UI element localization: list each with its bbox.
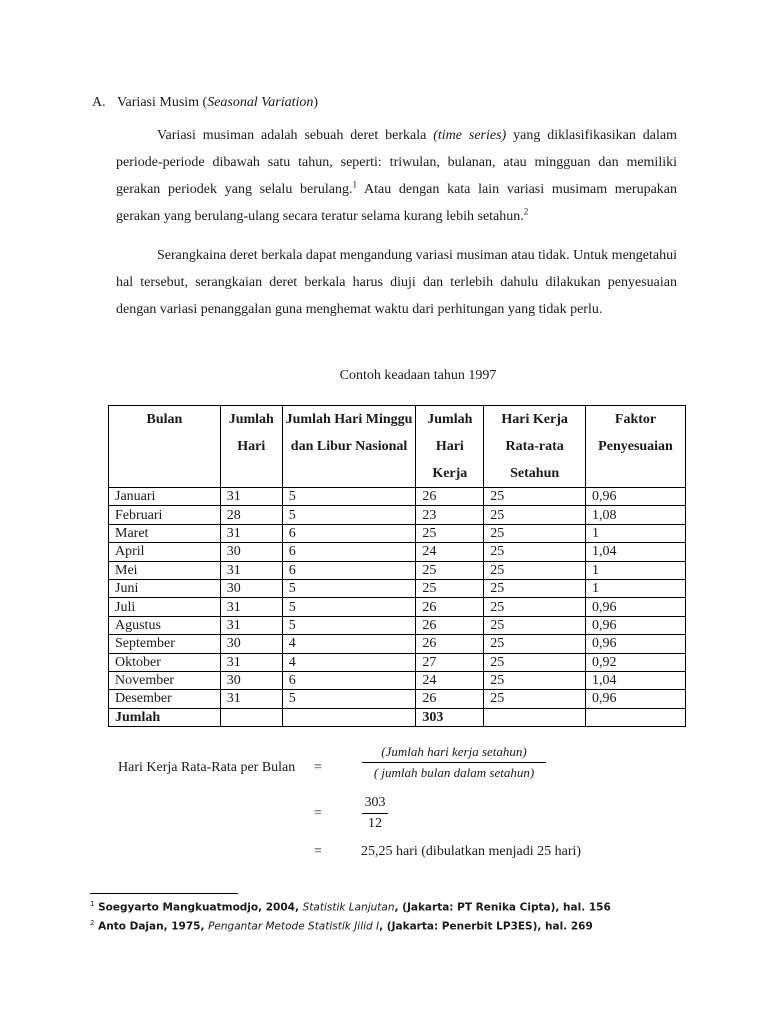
fraction-value-numerator: 303 (362, 795, 388, 814)
cell-faktor: 0,96 (586, 635, 686, 653)
cell-jumlah-hari: 31 (220, 653, 282, 671)
section-number: A. (92, 95, 106, 110)
cell-jumlah-hari: 30 (220, 635, 282, 653)
table-row (109, 506, 686, 524)
table-row (109, 561, 686, 579)
table-body (109, 488, 686, 727)
cell-bulan: Februari (109, 506, 221, 524)
section-title-close: ) (313, 95, 319, 110)
cell-faktor: 1 (586, 579, 686, 597)
footnote-2-text: Anto Dajan, 1975, (94, 920, 209, 933)
cell-faktor: 1,04 (586, 543, 686, 561)
cell-jumlah-hari: 30 (220, 671, 282, 689)
cell-faktor: 1,04 (586, 671, 686, 689)
cell-faktor: 1 (586, 561, 686, 579)
fraction-value-denominator: 12 (368, 816, 382, 831)
table-total-row (109, 708, 686, 726)
cell-faktor: 0,92 (586, 653, 686, 671)
cell-hari-kerja: 26 (416, 616, 484, 634)
table-row (109, 635, 686, 653)
cell-rata-rata: 25 (484, 524, 586, 542)
cell-hari-kerja: 25 (416, 561, 484, 579)
cell-jumlah-hari: 30 (220, 579, 282, 597)
cell-bulan: Juni (109, 579, 221, 597)
cell-rata-rata: 25 (484, 561, 586, 579)
total-cell-jumlah-hari (220, 708, 282, 726)
paragraph2-text: Serangkaina deret berkala dapat mengandung variasi musiman atau tidak. Untuk mengetahui hal tersebut, serangkaian deret berkala harus diuji dan terlebih dahulu dilakukan penyesuaian dengan variasi penanggalan guna menghemat waktu dari perhitungan yang tidak perlu. (116, 248, 677, 317)
cell-hari-kerja: 26 (416, 598, 484, 616)
cell-rata-rata: 25 (484, 506, 586, 524)
header-hari-kerja: Jumlah Hari Kerja (416, 406, 484, 488)
paragraph-adjustment (116, 242, 677, 323)
table-header-row (109, 406, 686, 488)
formula-label: Hari Kerja Rata-Rata per Bulan (118, 760, 296, 775)
cell-jumlah-hari: 31 (220, 524, 282, 542)
footnote-2 (90, 916, 593, 934)
table-row (109, 690, 686, 708)
cell-faktor: 0,96 (586, 616, 686, 634)
footnote-separator (90, 893, 238, 894)
footnote-1-text: Soegyarto Mangkuatmodjo, 2004, (94, 901, 303, 914)
footnote-ref-2[interactable]: 2 (523, 206, 529, 217)
fraction-definition (362, 744, 546, 781)
cell-minggu-libur: 5 (282, 690, 416, 708)
table-row (109, 543, 686, 561)
footnote-1-number: 1 (90, 900, 95, 908)
cell-jumlah-hari: 31 (220, 616, 282, 634)
cell-bulan: Desember (109, 690, 221, 708)
cell-hari-kerja: 24 (416, 543, 484, 561)
cell-bulan: Oktober (109, 653, 221, 671)
cell-faktor: 1,08 (586, 506, 686, 524)
cell-jumlah-hari: 28 (220, 506, 282, 524)
cell-hari-kerja: 25 (416, 579, 484, 597)
footnote-1-book-title: Statistik Lanjutan (302, 901, 395, 914)
paragraph1-text-b: yang diklasifikasikan dalam periode-periode dibawah satu tahun, seperti: triwulan, bulanan, atau mingguan dan memiliki gerakan periodek yang selalu berulang. (116, 128, 677, 197)
table-row (109, 598, 686, 616)
fraction-values (362, 795, 388, 832)
formula-result: 25,25 hari (dibulatkan menjadi 25 hari) (361, 844, 582, 859)
cell-jumlah-hari: 31 (220, 488, 282, 506)
equals-sign-2: = (314, 806, 322, 821)
table-caption: Contoh keadaan tahun 1997 (339, 368, 497, 383)
cell-minggu-libur: 5 (282, 506, 416, 524)
total-cell-bulan: Jumlah (109, 708, 221, 726)
cell-hari-kerja: 23 (416, 506, 484, 524)
cell-rata-rata: 25 (484, 579, 586, 597)
cell-minggu-libur: 5 (282, 488, 416, 506)
cell-bulan: Agustus (109, 616, 221, 634)
cell-hari-kerja: 27 (416, 653, 484, 671)
table-row (109, 579, 686, 597)
header-minggu-libur: Jumlah Hari Minggu dan Libur Nasional (282, 406, 416, 488)
cell-faktor: 0,96 (586, 488, 686, 506)
total-cell-rata-rata (484, 708, 586, 726)
cell-bulan: Januari (109, 488, 221, 506)
cell-minggu-libur: 4 (282, 653, 416, 671)
table-row (109, 616, 686, 634)
cell-jumlah-hari: 31 (220, 598, 282, 616)
cell-rata-rata: 25 (484, 653, 586, 671)
table-row (109, 653, 686, 671)
cell-minggu-libur: 6 (282, 543, 416, 561)
paragraph1-italic-term: (time series) (433, 128, 507, 143)
cell-jumlah-hari: 31 (220, 690, 282, 708)
header-rata-rata: Hari Kerja Rata-rata Setahun (484, 406, 586, 488)
cell-bulan: Maret (109, 524, 221, 542)
footnote-ref-1[interactable]: 1 (352, 179, 358, 190)
equals-sign-3: = (314, 844, 322, 859)
cell-bulan: April (109, 543, 221, 561)
cell-hari-kerja: 26 (416, 635, 484, 653)
total-cell-faktor (586, 708, 686, 726)
cell-bulan: November (109, 671, 221, 689)
cell-rata-rata: 25 (484, 690, 586, 708)
cell-hari-kerja: 24 (416, 671, 484, 689)
cell-minggu-libur: 6 (282, 524, 416, 542)
header-jumlah-hari: Jumlah Hari (220, 406, 282, 488)
cell-faktor: 0,96 (586, 690, 686, 708)
cell-rata-rata: 25 (484, 616, 586, 634)
table-row (109, 524, 686, 542)
working-days-table (108, 405, 686, 727)
section-title: Variasi Musim ( (117, 95, 208, 110)
cell-rata-rata: 25 (484, 635, 586, 653)
cell-rata-rata: 25 (484, 543, 586, 561)
total-cell-minggu-libur (282, 708, 416, 726)
cell-rata-rata: 25 (484, 598, 586, 616)
cell-bulan: September (109, 635, 221, 653)
cell-minggu-libur: 5 (282, 598, 416, 616)
footnote-2-number: 2 (90, 919, 95, 927)
footnote-1 (90, 897, 611, 915)
cell-hari-kerja: 26 (416, 488, 484, 506)
footnote-2-publisher: , (Jakarta: Penerbit LP3ES), hal. 269 (379, 920, 593, 933)
fraction-numerator: (Jumlah hari kerja setahun) (362, 744, 546, 763)
cell-bulan: Mei (109, 561, 221, 579)
header-faktor: Faktor Penyesuaian (586, 406, 686, 488)
table-row (109, 488, 686, 506)
cell-minggu-libur: 5 (282, 616, 416, 634)
cell-minggu-libur: 6 (282, 671, 416, 689)
footnote-1-publisher: , (Jakarta: PT Renika Cipta), hal. 156 (394, 901, 611, 914)
paragraph1-text-a: Variasi musiman adalah sebuah deret berkala (157, 128, 434, 143)
cell-minggu-libur: 5 (282, 579, 416, 597)
table-row (109, 671, 686, 689)
paragraph-seasonal-definition (116, 122, 677, 230)
cell-rata-rata: 25 (484, 671, 586, 689)
cell-faktor: 0,96 (586, 598, 686, 616)
cell-rata-rata: 25 (484, 488, 586, 506)
cell-bulan: Juli (109, 598, 221, 616)
cell-faktor: 1 (586, 524, 686, 542)
footnote-2-book-title: Pengantar Metode Statistik Jilid I (208, 920, 380, 933)
cell-minggu-libur: 6 (282, 561, 416, 579)
section-title-italic: Seasonal Variation (207, 95, 314, 110)
paragraph1-text-c: Atau dengan kata lain variasi musimam merupakan gerakan yang berulang-ulang secara teratur selama kurang lebih setahun. (116, 182, 677, 224)
cell-minggu-libur: 4 (282, 635, 416, 653)
total-cell-hari-kerja: 303 (416, 708, 484, 726)
cell-hari-kerja: 25 (416, 524, 484, 542)
equals-sign-1: = (314, 760, 322, 775)
cell-jumlah-hari: 31 (220, 561, 282, 579)
fraction-denominator: ( jumlah bulan dalam setahun) (373, 765, 535, 780)
cell-hari-kerja: 26 (416, 690, 484, 708)
section-heading (92, 93, 318, 113)
header-bulan: Bulan (109, 406, 221, 488)
cell-jumlah-hari: 30 (220, 543, 282, 561)
